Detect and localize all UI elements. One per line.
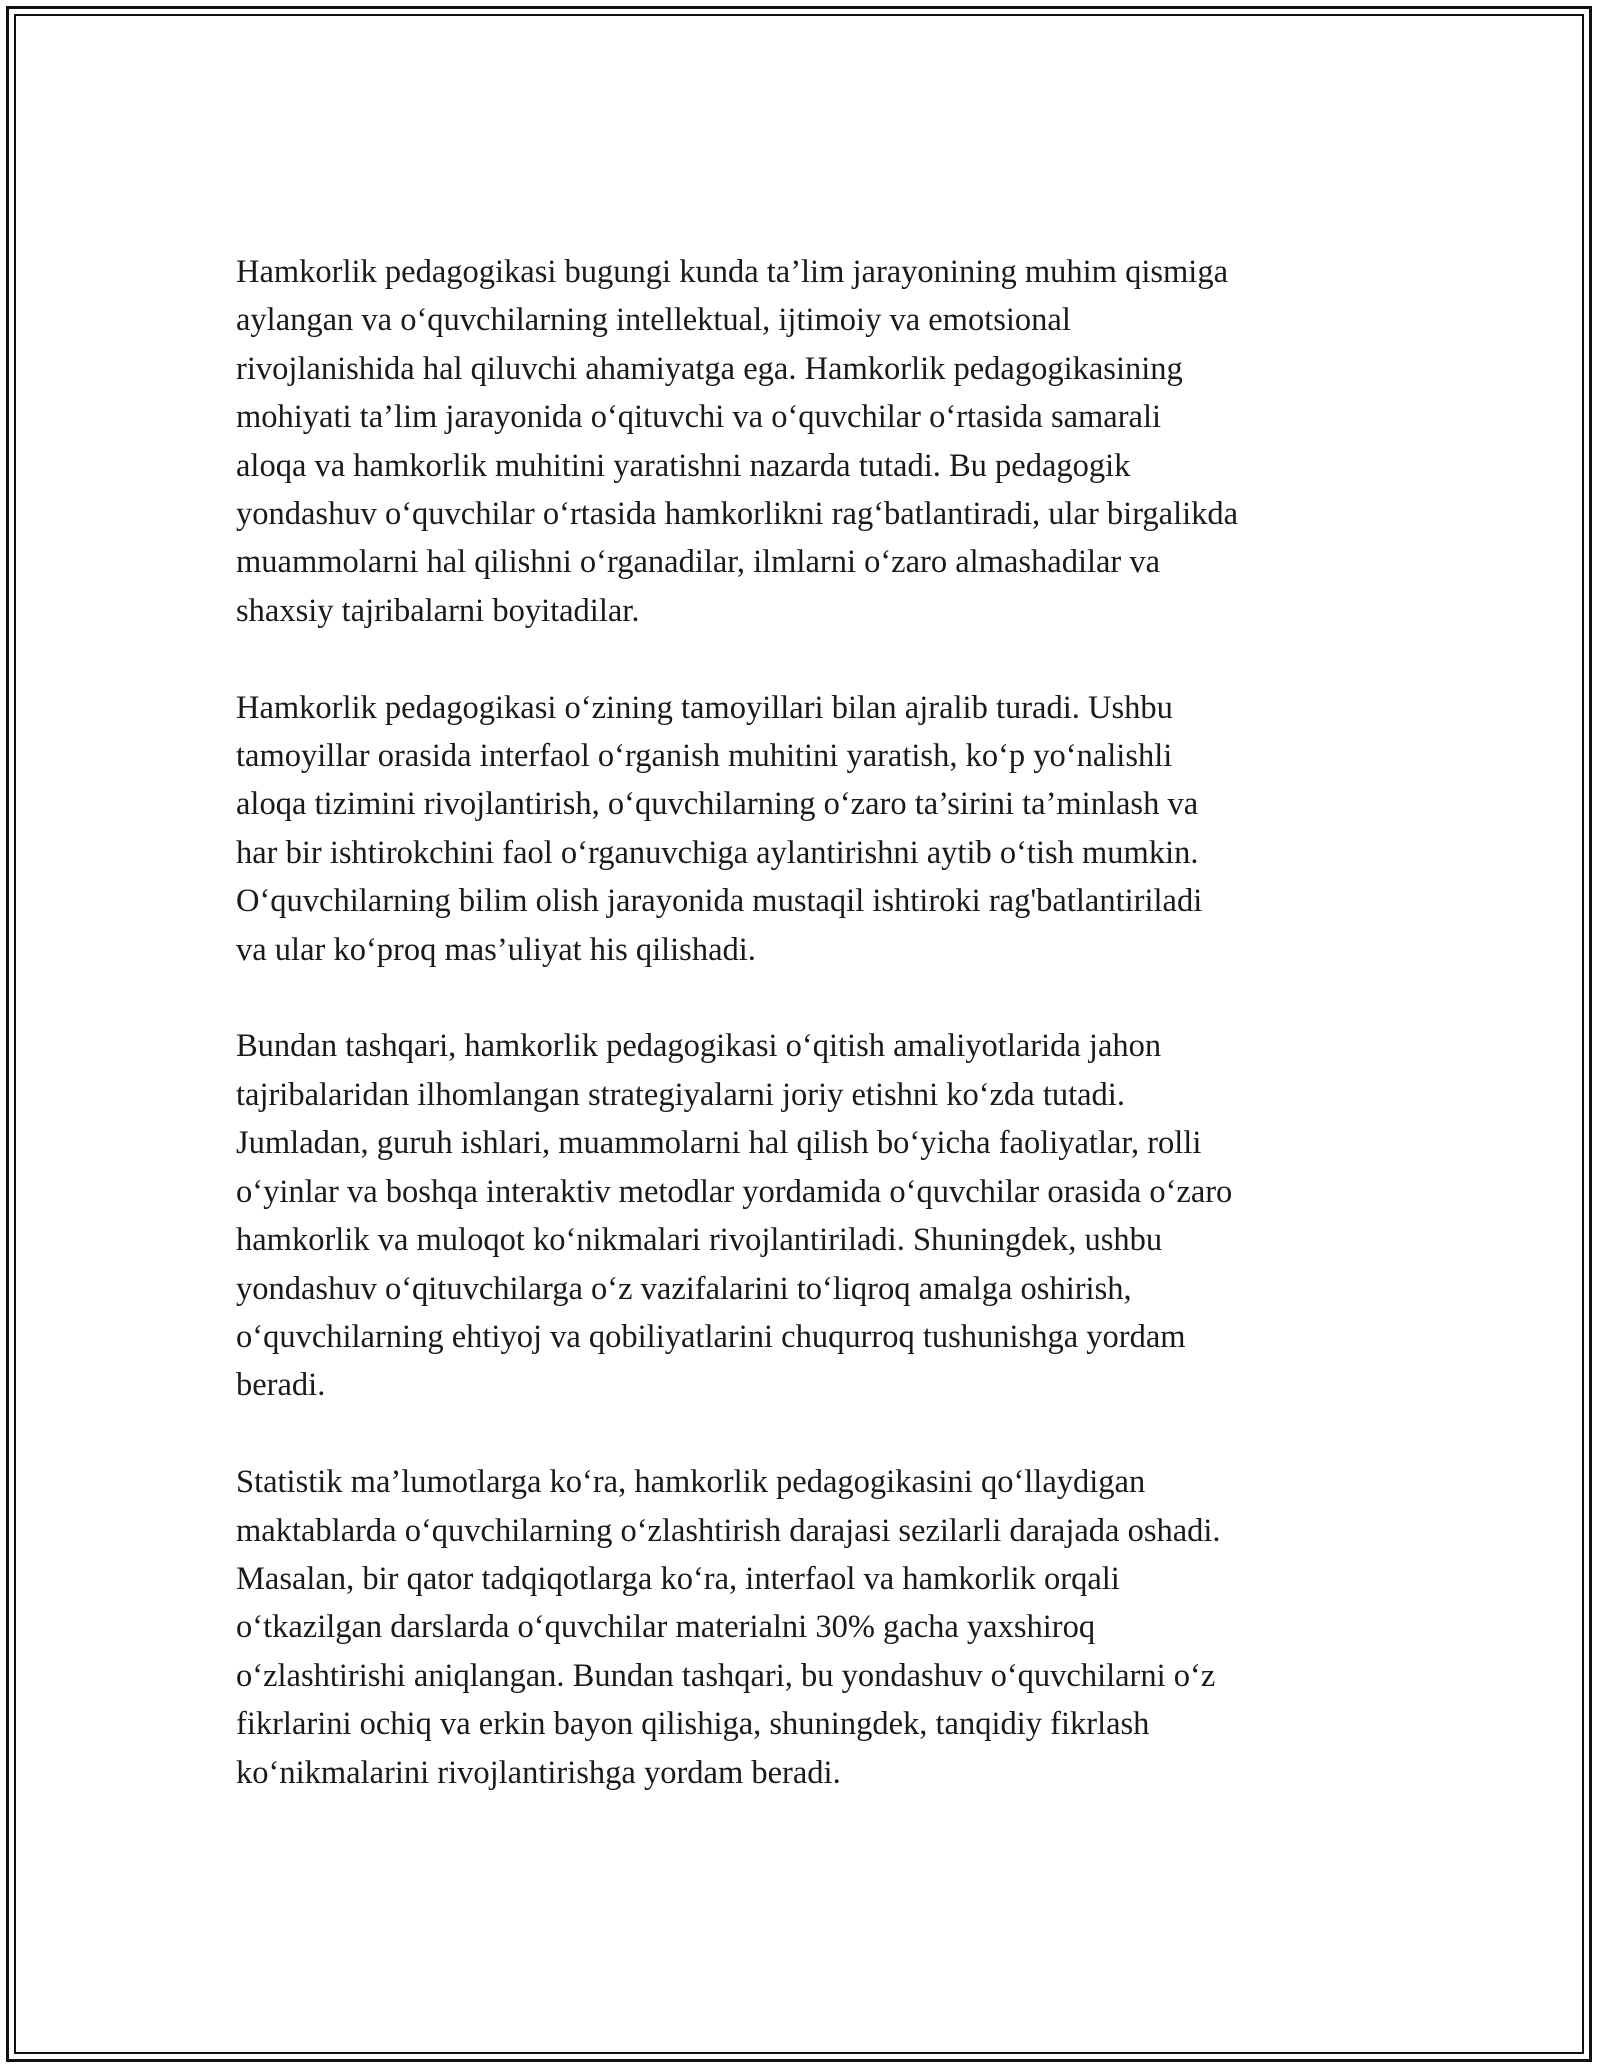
text-line: hamkorlik va muloqot ko‘nikmalari rivojlantiriladi. Shuningdek, ushbu (236, 1222, 1163, 1259)
text-line: aylangan va o‘quvchilarning intellektual, ijtimoiy va emotsional (236, 302, 1071, 339)
paragraph-3 (236, 1022, 1386, 1409)
text-line: aloqa tizimini rivojlantirish, o‘quvchilarning o‘zaro ta’sirini ta’minlash va (236, 786, 1199, 823)
text-line: fikrlarini ochiq va erkin bayon qilishiga, shuningdek, tanqidiy fikrlash (236, 1706, 1150, 1743)
text-line: tajribalaridan ilhomlangan strategiyalarni joriy etishni ko‘zda tutadi. (236, 1076, 1125, 1113)
text-line: Jumladan, guruh ishlari, muammolarni hal qilish bo‘yicha faoliyatlar, rolli (236, 1125, 1202, 1162)
text-line: rivojlanishida hal qiluvchi ahamiyatga ega. Hamkorlik pedagogikasining (236, 350, 1183, 387)
text-line: tamoyillar orasida interfaol o‘rganish muhitini yaratish, ko‘p yo‘nalishli (236, 738, 1173, 775)
text-line: Hamkorlik pedagogikasi bugungi kunda ta’lim jarayonining muhim qismiga (236, 254, 1228, 290)
text-line: Statistik ma’lumotlarga ko‘ra, hamkorlik pedagogikasini qo‘llaydigan (236, 1464, 1146, 1501)
text-line: mohiyati ta’lim jarayonida o‘qituvchi va o‘quvchilar o‘rtasida samarali (236, 399, 1162, 436)
paragraph-1 (236, 248, 1386, 635)
text-line: Hamkorlik pedagogikasi o‘zining tamoyillari bilan ajralib turadi. Ushbu (236, 689, 1173, 726)
text-line: o‘zlashtirishi aniqlangan. Bundan tashqari, bu yondashuv o‘quvchilarni o‘z (236, 1657, 1216, 1694)
text-line: O‘quvchilarning bilim olish jarayonida mustaqil ishtiroki rag'batlantiriladi (236, 883, 1203, 920)
document-body (236, 248, 1386, 1845)
text-line: o‘tkazilgan darslarda o‘quvchilar materialni 30% gacha yaxshiroq (236, 1609, 1096, 1646)
text-line: shaxsiy tajribalarni boyitadilar. (236, 592, 640, 629)
text-line: aloqa va hamkorlik muhitini yaratishni nazarda tutadi. Bu pedagogik (236, 447, 1131, 484)
text-line: o‘quvchilarning ehtiyoj va qobiliyatlarini chuqurroq tushunishga yordam (236, 1318, 1186, 1355)
paragraph-2 (236, 684, 1386, 974)
text-line: va ular ko‘proq mas’uliyat his qilishadi. (236, 931, 756, 968)
text-line: yondashuv o‘quvchilar o‘rtasida hamkorlikni rag‘batlantiradi, ular birgalikda (236, 496, 1239, 533)
text-line: muammolarni hal qilishni o‘rganadilar, ilmlarni o‘zaro almashadilar va (236, 544, 1161, 581)
text-line: Bundan tashqari, hamkorlik pedagogikasi o‘qitish amaliyotlarida jahon (236, 1028, 1162, 1065)
paragraph-4 (236, 1458, 1386, 1797)
text-line: har bir ishtirokchini faol o‘rganuvchiga aylantirishni aytib o‘tish mumkin. (236, 834, 1199, 871)
text-line: o‘yinlar va boshqa interaktiv metodlar yordamida o‘quvchilar orasida o‘zaro (236, 1173, 1233, 1210)
text-line: maktablarda o‘quvchilarning o‘zlashtirish darajasi sezilarli darajada oshadi. (236, 1512, 1221, 1549)
text-line: Masalan, bir qator tadqiqotlarga ko‘ra, interfaol va hamkorlik orqali (236, 1560, 1120, 1597)
text-line: ko‘nikmalarini rivojlantirishga yordam beradi. (236, 1754, 841, 1791)
text-line: yondashuv o‘qituvchilarga o‘z vazifalarini to‘liqroq amalga oshirish, (236, 1270, 1132, 1307)
text-line: beradi. (236, 1367, 326, 1404)
